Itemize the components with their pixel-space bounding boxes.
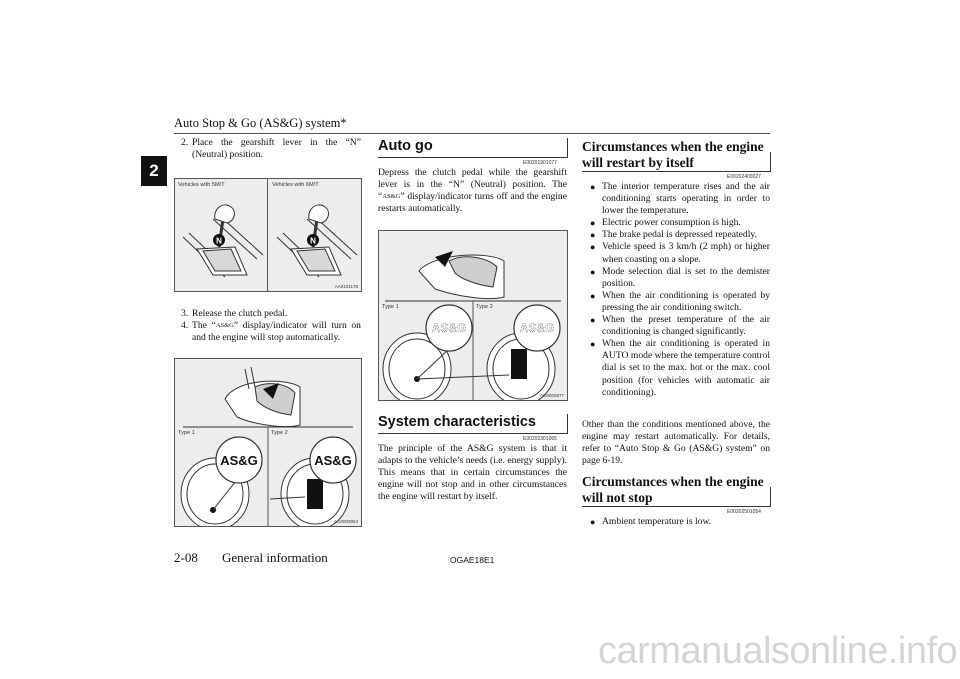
heading-rule bbox=[378, 433, 567, 434]
restart-paragraph: Other than the conditions mentioned above, the engine may restart automatically. For details, refer to “Auto Stop & Go (AS&G) system” on page 6-19. bbox=[582, 419, 770, 467]
restart-bullet-list bbox=[589, 181, 770, 399]
heading-auto-go: Auto go bbox=[378, 138, 433, 154]
section-code: E00202301065 bbox=[523, 436, 557, 442]
bullet-item: ● Ambient temperature is low. bbox=[590, 516, 712, 527]
asg-on-illustration bbox=[175, 359, 361, 526]
auto-go-text-pre: Depress the clutch pedal while the gearshift lever is in the “N” (Neutral) position. The “ bbox=[378, 167, 567, 203]
fig-code: AG0003877 bbox=[539, 393, 564, 398]
fig-code: AA0101178 bbox=[334, 284, 358, 289]
chapter-tab: 2 bbox=[141, 156, 167, 186]
section-code: E00202501054 bbox=[727, 509, 761, 515]
heading-line: Circumstances when the engine bbox=[582, 139, 764, 154]
heading-rule bbox=[582, 171, 770, 172]
footer-page-number: 2-08 bbox=[174, 550, 198, 565]
header-rule bbox=[174, 133, 770, 134]
bullet-item: ● Electric power consumption is high. bbox=[590, 217, 741, 229]
bullet-item: ● Vehicle speed is 3 km/h (2 mph) or higher when coasting on a slope. bbox=[590, 241, 770, 265]
bullet-dot-icon: ● bbox=[590, 182, 596, 192]
step-number: 2. bbox=[181, 137, 189, 148]
header-title: Auto Stop & Go (AS&G) system* bbox=[174, 116, 347, 130]
heading-rule-cap bbox=[567, 138, 568, 158]
heading-line: Circumstances when the engine bbox=[582, 474, 764, 489]
step-4 bbox=[181, 320, 361, 344]
step-text: Place the gearshift lever in the “N” (Neutral) position. bbox=[192, 137, 361, 161]
bullet-item: ● Mode selection dial is set to the demister position. bbox=[590, 265, 770, 289]
asg-badge-right-text: AS&G bbox=[314, 453, 352, 468]
figure-gearshift bbox=[174, 178, 362, 292]
heading-rule-cap bbox=[770, 152, 771, 172]
col1-steps bbox=[181, 308, 361, 344]
heading-not-stop bbox=[582, 474, 764, 506]
clutch-pedal-icon bbox=[419, 251, 504, 299]
gearshift-left-icon bbox=[183, 205, 263, 277]
bullet-item: ● When the air conditioning is operated in AUTO mode where the temperature control dial is set to the max. hot or the max. cool position (for vehicles with automatic air conditioning). bbox=[590, 338, 770, 398]
step-2 bbox=[181, 137, 361, 161]
asg-glyph-inline: AS&G bbox=[382, 193, 401, 201]
asg-badge-left-text-off: AS&G bbox=[431, 321, 467, 335]
bullet-item: ● The brake pedal is depressed repeatedly. bbox=[590, 229, 757, 241]
bullet-dot-icon: ● bbox=[590, 230, 596, 241]
section-code: E00202400027 bbox=[727, 174, 761, 180]
asg-badge-right-text-off: AS&G bbox=[519, 321, 555, 335]
asg-glyph-inline: AS&G bbox=[215, 322, 234, 330]
watermark: carmanualsonline.info bbox=[598, 630, 958, 672]
auto-go-paragraph bbox=[378, 167, 567, 215]
bullet-item: ● The interior temperature rises and the air conditioning starts operating in order to lower the temperature. bbox=[590, 181, 770, 217]
bullet-dot-icon: ● bbox=[590, 218, 596, 229]
not-stop-bullet-list bbox=[589, 516, 770, 528]
heading-rule-cap bbox=[567, 414, 568, 434]
gearshift-right-icon bbox=[277, 205, 357, 277]
bullet-dot-icon: ● bbox=[590, 339, 596, 350]
step-text-pre: The “ bbox=[192, 320, 216, 332]
figure-asg-on bbox=[174, 358, 362, 527]
bullet-dot-icon: ● bbox=[590, 266, 596, 277]
footer-doc-code: OGAE18E1 bbox=[450, 555, 495, 565]
bullet-dot-icon: ● bbox=[590, 242, 596, 253]
asg-off-illustration bbox=[379, 231, 567, 400]
fig-label-type1: Type 1 bbox=[382, 304, 399, 310]
heading-rule bbox=[582, 506, 770, 507]
bullet-dot-icon: ● bbox=[590, 517, 596, 527]
figure-asg-off bbox=[378, 230, 568, 401]
clutch-pedal-icon bbox=[225, 367, 300, 427]
gearshift-illustration bbox=[175, 189, 361, 289]
heading-rule-cap bbox=[770, 487, 771, 507]
bullet-dot-icon: ● bbox=[590, 315, 596, 326]
fig-label-6mt: Vehicles with 6M/T bbox=[272, 182, 319, 188]
fig-label-type1: Type 1 bbox=[178, 430, 195, 436]
section-code: E00201901077 bbox=[523, 160, 557, 166]
bullet-item: ● When the preset temperature of the air conditioning is changed significantly. bbox=[590, 314, 770, 338]
footer-section-name: General information bbox=[222, 550, 328, 565]
step-text: Release the clutch pedal. bbox=[192, 308, 288, 319]
heading-line: will restart by itself bbox=[582, 155, 694, 170]
fig-label-type2: Type 2 bbox=[271, 430, 288, 436]
step-3 bbox=[181, 308, 361, 320]
step-number: 4. bbox=[181, 320, 189, 332]
heading-rule bbox=[378, 157, 567, 158]
gear-n-left: N bbox=[216, 236, 222, 246]
gear-n-right: N bbox=[310, 236, 316, 246]
fig-label-type2: Type 2 bbox=[476, 304, 493, 310]
col1-step2 bbox=[181, 137, 361, 161]
step-text-post: ” display/indicator will turn on and the engine will stop automatically. bbox=[192, 320, 361, 344]
bullet-dot-icon: ● bbox=[590, 290, 596, 301]
step-number: 3. bbox=[181, 308, 189, 319]
system-paragraph: The principle of the AS&G system is that it adapts to the vehicle’s needs (i.e. energy supply). This means that in certain circumstances the engine will not stop and in other circumstances the engine will restart by itself. bbox=[378, 443, 567, 503]
heading-system-characteristics: System characteristics bbox=[378, 414, 536, 430]
heading-restart bbox=[582, 139, 764, 171]
auto-go-text-post: ” display/indicator turns off and the engine restarts automatically. bbox=[378, 191, 567, 215]
fig-label-5mt: Vehicles with 5M/T bbox=[178, 182, 225, 188]
asg-badge-left-text: AS&G bbox=[220, 453, 258, 468]
bullet-item: ● When the air conditioning is operated by pressing the air conditioning switch. bbox=[590, 289, 770, 313]
heading-line: will not stop bbox=[582, 490, 653, 505]
fig-code: AG0003864 bbox=[333, 519, 358, 524]
